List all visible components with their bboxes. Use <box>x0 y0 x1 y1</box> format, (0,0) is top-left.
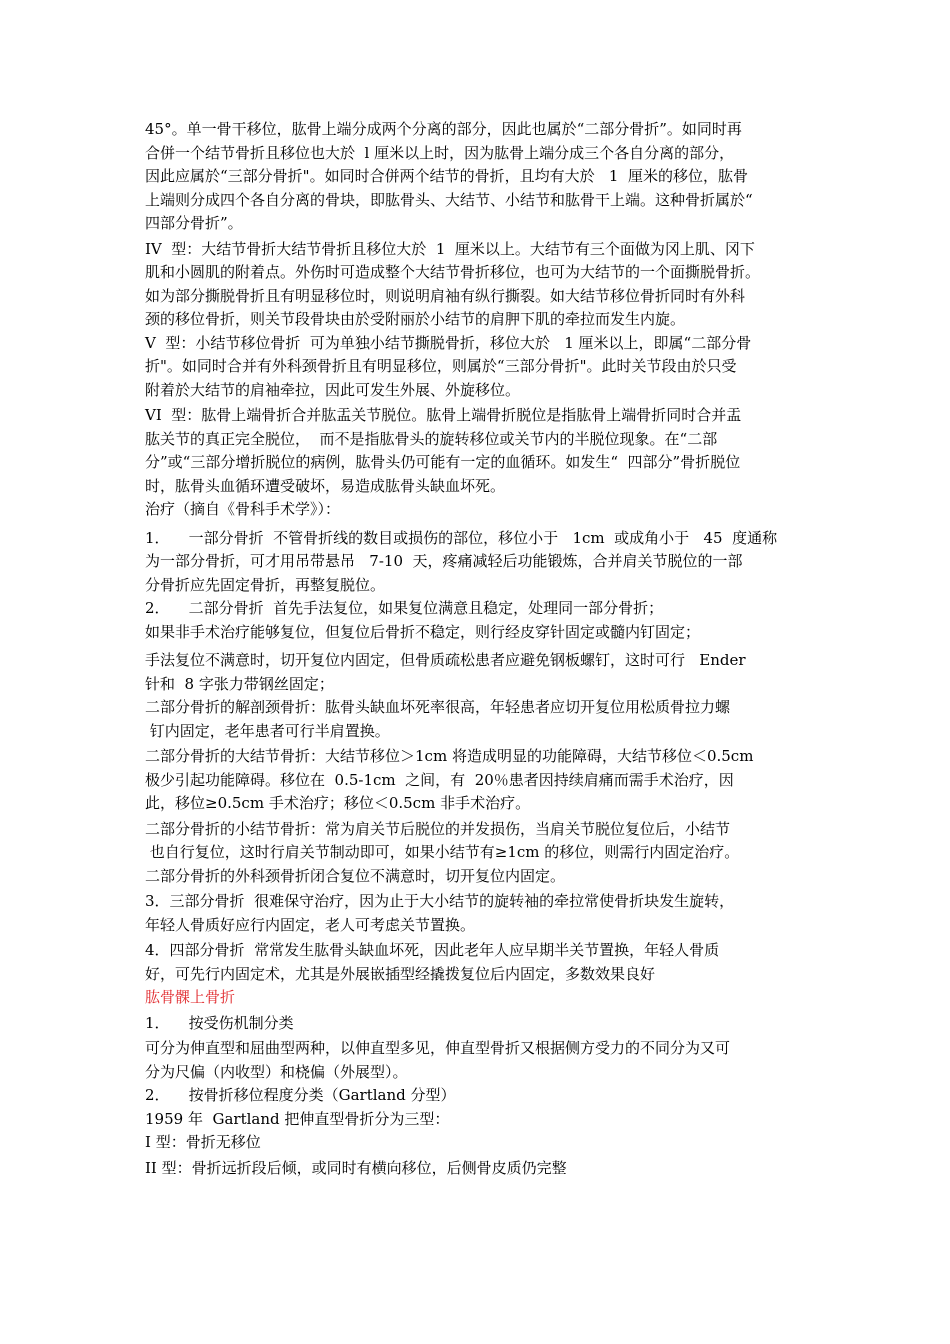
text-line: I 型：骨折无移位 <box>145 1133 261 1151</box>
text-line: 好，可先行内固定术，尤其是外展嵌插型经撬拨复位后内固定，多数效果良好 <box>145 964 656 983</box>
text-line: 3．三部分骨折 很难保守治疗，因为止于大小结节的旋转袖的牵拉常使骨折块发生旋转， <box>145 892 735 910</box>
text-line: VI 型：肱骨上端骨折合并肱盂关节脱位。肱骨上端骨折脱位是指肱骨上端骨折同时合并盂 <box>145 406 742 424</box>
text-line: 如为部分撕脱骨折且有明显移位时，则说明肩袖有纵行撕裂。如大结节移位骨折同时有外科 <box>145 286 746 305</box>
text-line: 如果非手术治疗能够复位，但复位后骨折不稳定，则行经皮穿针固定或髓内钉固定； <box>145 622 701 641</box>
text-line: 4．四部分骨折 常常发生肱骨头缺血坏死，因此老年人应早期半关节置换，年轻人骨质 <box>145 941 720 959</box>
text-line: II 型：骨折远折段后倾，或同时有横向移位，后侧骨皮质仍完整 <box>145 1158 567 1177</box>
document-body <box>145 118 815 1180</box>
text-line: 时，肱骨头血循环遭受破坏，易造成肱骨头缺血坏死。 <box>145 476 506 495</box>
text-line: 手法复位不满意时，切开复位内固定，但骨质疏松患者应避免钢板螺钉，这时可行 Ender <box>145 651 746 669</box>
text-line: 颈的移位骨折，则关节段骨块由於受附丽於小结节的肩胛下肌的牵拉而发生内旋。 <box>145 310 686 328</box>
text-line: 二部分骨折的小结节骨折：常为肩关节后脱位的并发损伤，当肩关节脱位复位后，小结节 <box>145 819 731 838</box>
text-line: IV 型：大结节骨折大结节骨折且移位大於 1 厘米以上。大结节有三个面做为冈上肌、冈下 <box>145 239 755 258</box>
text-line: 钉内固定，老年患者可行半肩置换。 <box>145 721 390 740</box>
text-line: 极少引起功能障碍。移位在 0.5-1cm 之间，有 20％患者因持续肩痛而需手术治疗，因 <box>145 770 734 789</box>
text-line: 为一部分骨折，可才用吊带悬吊 7-10 天，疼痛减轻后功能锻炼，合并肩关节脱位的一部 <box>145 552 743 570</box>
text-line: 分”或“三部分增折脱位的病例，肱骨头仍可能有一定的血循环。如发生“ 四部分”骨折脱位 <box>145 453 741 471</box>
text-line: 针和 8 字张力带钢丝固定； <box>145 674 334 693</box>
text-line: V 型：小结节移位骨折 可为单独小结节撕脱骨折，移位大於 1 厘米以上，即属“二部分骨 <box>145 333 752 352</box>
text-line: 折"。如同时合并有外科颈骨折且有明显移位，则属於“三部分骨折"。此时关节段由於只受 <box>145 357 737 375</box>
text-line: 年轻人骨质好应行内固定，老人可考虑关节置换。 <box>145 915 476 934</box>
text-line: 治疗（摘自《骨科手术学》）： <box>145 500 341 518</box>
text-line: 1． 一部分骨折 不管骨折线的数目或损伤的部位，移位小于 1cm 或成角小于 45 度通称 <box>145 528 778 547</box>
text-line: 2． 二部分骨折 首先手法复位，如果复位满意且稳定，处理同一部分骨折； <box>145 599 664 617</box>
text-line: 二部分骨折的解剖颈骨折：肱骨头缺血坏死率很高，年轻患者应切开复位用松质骨拉力螺 <box>145 698 731 716</box>
text-line: 附着於大结节的肩袖牵拉，因此可发生外展、外旋移位。 <box>145 380 521 399</box>
text-line: 此，移位≥0.5cm 手术治疗；移位＜0.5cm 非手术治疗。 <box>145 794 531 812</box>
text-line: 2． 按骨折移位程度分类（Gartland 分型） <box>145 1086 456 1104</box>
text-line: 二部分骨折的外科颈骨折闭合复位不满意时，切开复位内固定。 <box>145 866 566 885</box>
text-line: 分为尺偏（内收型）和桡偏（外展型）。 <box>145 1062 408 1081</box>
text-line: 二部分骨折的大结节骨折：大结节移位＞1cm 将造成明显的功能障碍，大结节移位＜0.5cm <box>145 747 754 765</box>
section-heading: 肱骨髁上骨折 <box>145 988 236 1006</box>
text-line: 合併一个结节骨折且移位也大於 l 厘米以上时，因为肱骨上端分成三个各自分离的部分， <box>145 143 735 162</box>
text-line: 肱关节的真正完全脱位， 而不是指肱骨头的旋转移位或关节内的半脱位现象。在“二部 <box>145 429 718 448</box>
text-line: 肌和小圆肌的附着点。外伤时可造成整个大结节骨折移位，也可为大结节的一个面撕脱骨折。 <box>145 263 761 281</box>
text-line: 上端则分成四个各自分离的骨块，即肱骨头、大结节、小结节和肱骨干上端。这种骨折属於“ <box>145 190 753 209</box>
text-line: 可分为伸直型和屈曲型两种，以伸直型多见，伸直型骨折又根据侧方受力的不同分为又可 <box>145 1039 731 1057</box>
text-line: 因此应属於“三部分骨折"。如同时合併两个结节的骨折，且均有大於 1 厘米的移位，肱骨 <box>145 167 748 185</box>
text-line: 1959 年 Gartland 把伸直型骨折分为三型： <box>145 1109 450 1128</box>
text-line: 也自行复位，这时行肩关节制动即可，如果小结节有≥1cm 的移位，则需行内固定治疗。 <box>145 843 740 861</box>
text-line: 1． 按受伤机制分类 <box>145 1013 294 1032</box>
text-line: 分骨折应先固定骨折，再整复脱位。 <box>145 575 386 594</box>
text-line: 四部分骨折”。 <box>145 214 243 232</box>
text-line: 45°。单一骨干移位，肱骨上端分成两个分离的部分，因此也属於“二部分骨折”。如同时再 <box>145 120 742 138</box>
